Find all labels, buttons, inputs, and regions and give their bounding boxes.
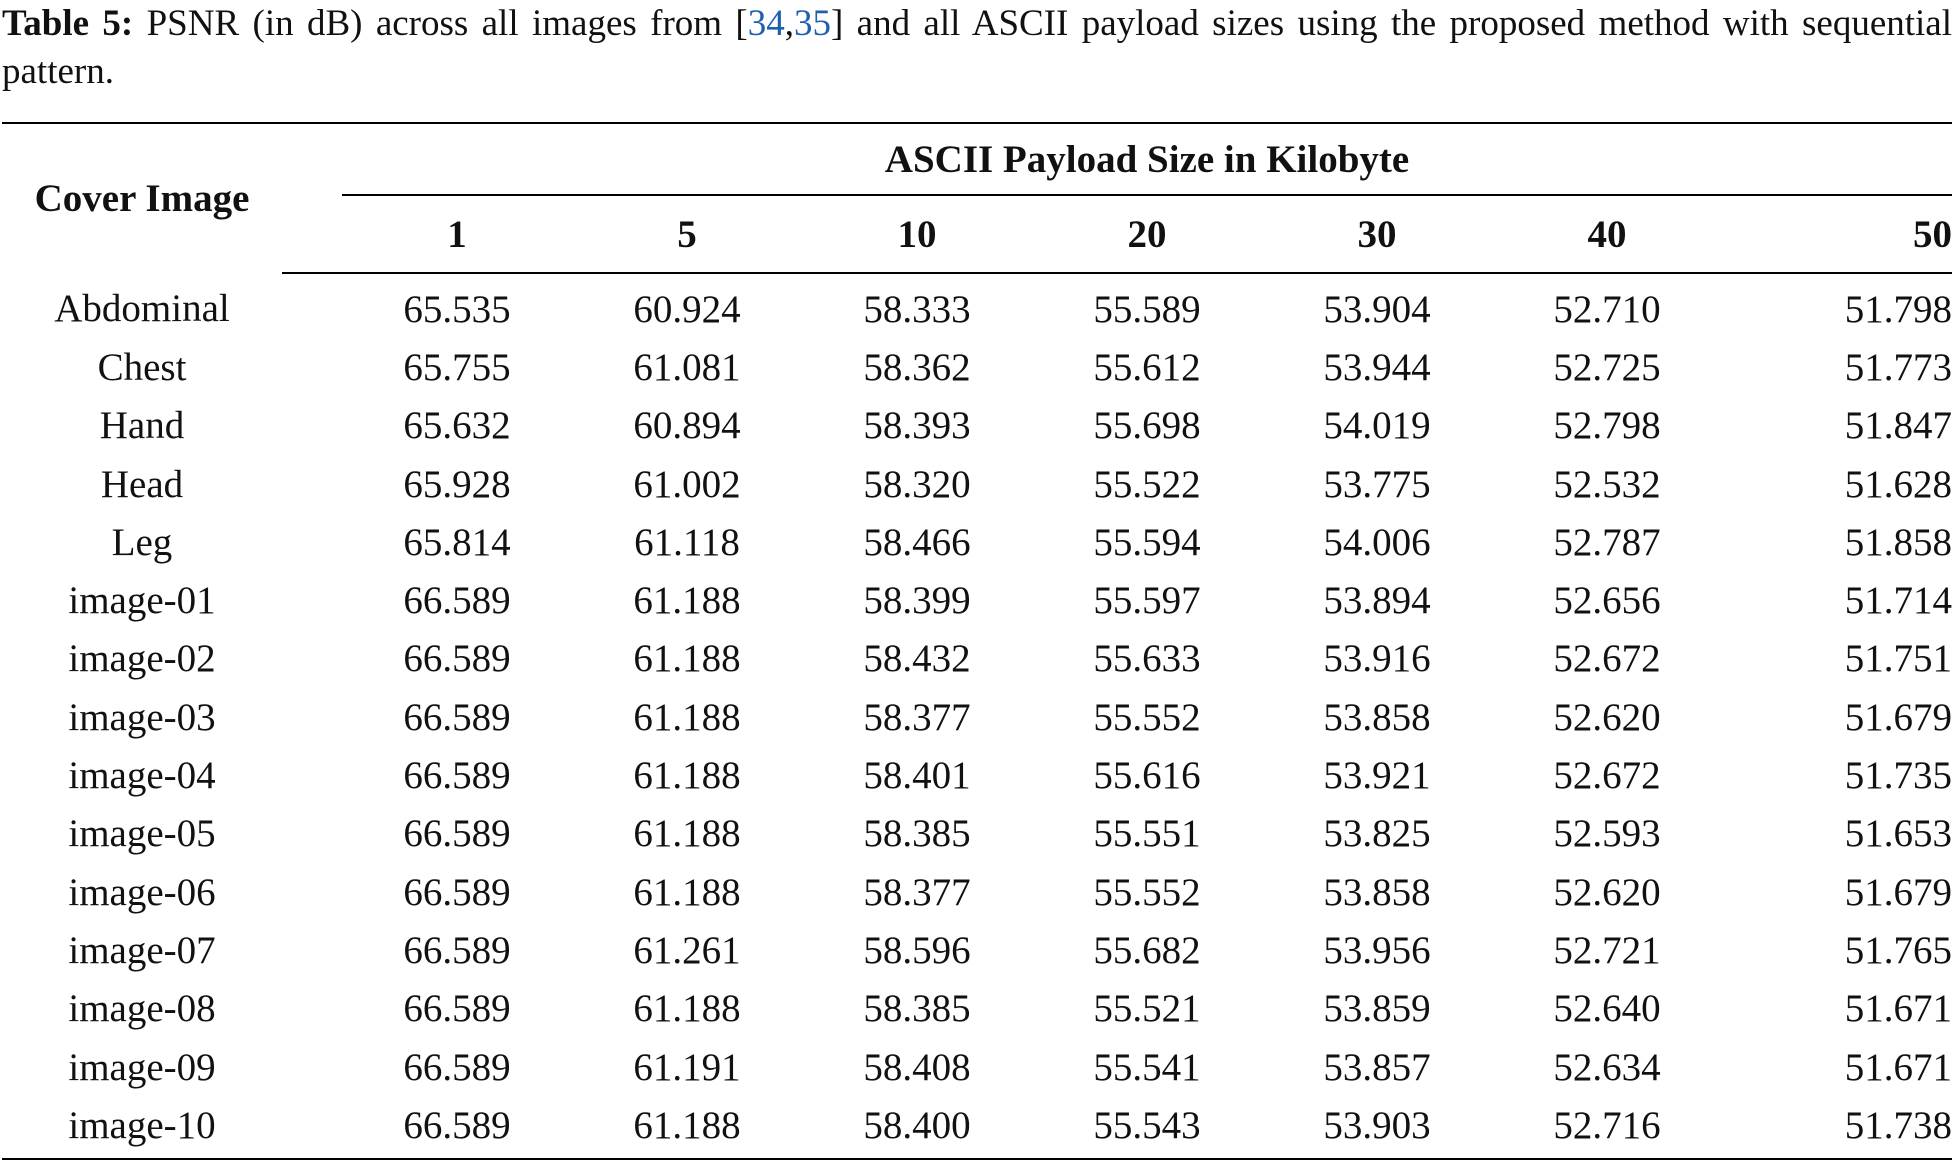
- row-spacer: [282, 1096, 342, 1159]
- psnr-value-cell: 58.393: [863, 404, 971, 448]
- psnr-value-cell: 58.362: [863, 345, 971, 389]
- cover-image-name: image-01: [68, 579, 216, 623]
- psnr-value-cell: 66.589: [403, 987, 511, 1031]
- psnr-value-cell: 55.682: [1093, 928, 1201, 972]
- psnr-value-cell: 54.019: [1323, 404, 1431, 448]
- psnr-value-cell: 53.859: [1323, 987, 1431, 1031]
- row-spacer: [282, 863, 342, 921]
- column-header: 5: [572, 195, 802, 273]
- psnr-value-cell: 51.679: [1844, 695, 1952, 739]
- cover-image-name: Hand: [99, 404, 185, 448]
- psnr-value-cell: 58.320: [863, 462, 971, 506]
- row-spacer: [282, 338, 342, 396]
- psnr-value-cell: 60.924: [633, 287, 741, 331]
- table-row: [2, 805, 1952, 863]
- table-row: [2, 980, 1952, 1038]
- row-spacer: [282, 455, 342, 513]
- cover-image-name: image-10: [68, 1103, 216, 1147]
- psnr-value-cell: 58.385: [863, 987, 971, 1031]
- psnr-value-cell: 51.765: [1844, 928, 1952, 972]
- column-header: 1: [342, 195, 572, 273]
- psnr-value-cell: 51.751: [1844, 637, 1952, 681]
- psnr-value-cell: 53.858: [1323, 695, 1431, 739]
- psnr-value-cell: 53.944: [1323, 345, 1431, 389]
- psnr-value-cell: 58.596: [863, 928, 971, 972]
- cover-image-name: image-05: [68, 812, 216, 856]
- caption-ref-separator: ,: [784, 3, 794, 44]
- psnr-value-cell: 53.956: [1323, 928, 1431, 972]
- psnr-value-cell: 51.714: [1844, 579, 1952, 623]
- psnr-value-cell: 65.535: [403, 287, 511, 331]
- cover-image-name: Head: [100, 462, 184, 506]
- psnr-value-cell: 61.118: [634, 520, 740, 564]
- psnr-value-cell: 61.188: [633, 870, 741, 914]
- psnr-value-cell: 51.847: [1844, 404, 1952, 448]
- table-row: [2, 397, 1952, 455]
- psnr-value-cell: 66.589: [403, 637, 511, 681]
- psnr-value-cell: 51.773: [1844, 345, 1952, 389]
- psnr-value-cell: 66.589: [403, 812, 511, 856]
- psnr-value-cell: 51.735: [1844, 754, 1952, 798]
- row-spacer: [282, 688, 342, 746]
- psnr-value-cell: 53.775: [1323, 462, 1431, 506]
- psnr-value-cell: 55.552: [1093, 870, 1201, 914]
- row-spacer: [282, 746, 342, 804]
- column-header: 20: [1032, 195, 1262, 273]
- psnr-value-cell: 52.656: [1553, 579, 1661, 623]
- row-spacer: [282, 805, 342, 863]
- psnr-value-cell: 53.894: [1323, 579, 1431, 623]
- row-spacer: [282, 1038, 342, 1096]
- psnr-value-cell: 55.543: [1093, 1103, 1201, 1147]
- psnr-value-cell: 52.640: [1553, 987, 1661, 1031]
- psnr-value-cell: 54.006: [1323, 520, 1431, 564]
- column-header: 30: [1262, 195, 1492, 273]
- psnr-value-cell: 58.408: [863, 1045, 971, 1089]
- psnr-value-cell: 52.672: [1553, 754, 1661, 798]
- psnr-value-cell: 61.188: [633, 695, 741, 739]
- psnr-value-cell: 51.738: [1844, 1103, 1952, 1147]
- psnr-value-cell: 53.903: [1323, 1103, 1431, 1147]
- caption-label: Table 5:: [2, 3, 134, 44]
- psnr-value-cell: 51.858: [1844, 520, 1952, 564]
- psnr-value-cell: 51.671: [1844, 1045, 1952, 1089]
- psnr-value-cell: 58.377: [863, 695, 971, 739]
- psnr-value-cell: 52.672: [1553, 637, 1661, 681]
- cover-image-name: image-09: [68, 1045, 216, 1089]
- column-header: 10: [802, 195, 1032, 273]
- psnr-value-cell: 52.725: [1553, 345, 1661, 389]
- psnr-value-cell: 61.188: [633, 1103, 741, 1147]
- psnr-value-cell: 58.333: [863, 287, 971, 331]
- psnr-value-cell: 61.081: [633, 345, 741, 389]
- cover-image-name: Leg: [111, 520, 173, 564]
- table-row: [2, 1038, 1952, 1096]
- psnr-value-cell: 52.710: [1553, 287, 1661, 331]
- psnr-value-cell: 53.921: [1323, 754, 1431, 798]
- column-header: 40: [1492, 195, 1722, 273]
- cover-image-name: image-04: [68, 754, 216, 798]
- psnr-value-cell: 55.594: [1093, 520, 1201, 564]
- table-row: [2, 571, 1952, 629]
- psnr-value-cell: 52.620: [1553, 695, 1661, 739]
- psnr-value-cell: 51.628: [1844, 462, 1952, 506]
- row-spacer: [282, 980, 342, 1038]
- table-body: [2, 273, 1952, 1159]
- table-row: [2, 863, 1952, 921]
- psnr-value-cell: 51.679: [1844, 870, 1952, 914]
- psnr-value-cell: 52.798: [1553, 404, 1661, 448]
- cover-image-name: Chest: [97, 345, 187, 389]
- psnr-value-cell: 52.634: [1553, 1045, 1661, 1089]
- row-spacer: [282, 397, 342, 455]
- psnr-value-cell: 58.400: [863, 1103, 971, 1147]
- caption-text-before: PSNR (in dB) across all images from [: [133, 3, 748, 44]
- cover-image-name: image-07: [68, 928, 216, 972]
- psnr-value-cell: 61.188: [633, 987, 741, 1031]
- psnr-value-cell: 52.593: [1553, 812, 1661, 856]
- table-caption: [2, 0, 1952, 96]
- table-row: [2, 513, 1952, 571]
- psnr-value-cell: 65.755: [403, 345, 511, 389]
- psnr-value-cell: 52.716: [1553, 1103, 1661, 1147]
- header-row-columns: [2, 195, 1952, 273]
- psnr-value-cell: 53.904: [1323, 287, 1431, 331]
- row-spacer: [282, 630, 342, 688]
- psnr-value-cell: 65.928: [403, 462, 511, 506]
- row-spacer: [282, 921, 342, 979]
- table-header: [2, 123, 1952, 273]
- psnr-value-cell: 61.188: [633, 579, 741, 623]
- psnr-table: [2, 122, 1952, 1160]
- cover-image-name: image-03: [68, 695, 216, 739]
- table-row: [2, 630, 1952, 688]
- header-spacer: [282, 123, 342, 195]
- table-row: [2, 455, 1952, 513]
- psnr-value-cell: 58.385: [863, 812, 971, 856]
- cover-image-header: Cover Image: [34, 177, 250, 220]
- psnr-value-cell: 55.612: [1093, 345, 1201, 389]
- psnr-value-cell: 66.589: [403, 1045, 511, 1089]
- psnr-value-cell: 55.541: [1093, 1045, 1201, 1089]
- psnr-value-cell: 65.632: [403, 404, 511, 448]
- row-spacer: [282, 273, 342, 338]
- row-spacer: [282, 571, 342, 629]
- psnr-value-cell: 52.532: [1553, 462, 1661, 506]
- table-row: [2, 1096, 1952, 1159]
- psnr-value-cell: 61.002: [633, 462, 741, 506]
- psnr-value-cell: 60.894: [633, 404, 741, 448]
- psnr-value-cell: 53.858: [1323, 870, 1431, 914]
- psnr-value-cell: 66.589: [403, 695, 511, 739]
- cover-image-name: Abdominal: [54, 287, 230, 331]
- psnr-value-cell: 53.916: [1323, 637, 1431, 681]
- psnr-value-cell: 55.521: [1093, 987, 1201, 1031]
- psnr-value-cell: 55.597: [1093, 579, 1201, 623]
- column-header: 50: [1722, 195, 1952, 273]
- psnr-value-cell: 55.551: [1093, 812, 1201, 856]
- psnr-value-cell: 58.401: [863, 754, 971, 798]
- header-row-group: [2, 123, 1952, 195]
- caption-text-after: ] and all ASCII payload sizes using the proposed method with sequential pattern.: [2, 3, 1953, 92]
- psnr-value-cell: 55.633: [1093, 637, 1201, 681]
- psnr-value-cell: 58.399: [863, 579, 971, 623]
- psnr-value-cell: 61.191: [633, 1045, 741, 1089]
- psnr-value-cell: 61.188: [633, 812, 741, 856]
- payload-size-group-header: ASCII Payload Size in Kilobyte: [342, 123, 1952, 195]
- psnr-value-cell: 58.377: [863, 870, 971, 914]
- table-row: [2, 921, 1952, 979]
- psnr-value-cell: 66.589: [403, 1103, 511, 1147]
- psnr-value-cell: 58.466: [863, 520, 971, 564]
- cover-image-name: image-06: [68, 870, 216, 914]
- psnr-value-cell: 52.787: [1553, 520, 1661, 564]
- psnr-value-cell: 66.589: [403, 579, 511, 623]
- psnr-value-cell: 53.825: [1323, 812, 1431, 856]
- cover-image-name: image-08: [68, 987, 216, 1031]
- psnr-value-cell: 55.589: [1093, 287, 1201, 331]
- psnr-value-cell: 61.261: [633, 928, 741, 972]
- psnr-value-cell: 55.616: [1093, 754, 1201, 798]
- psnr-value-cell: 61.188: [633, 754, 741, 798]
- cover-image-name: image-02: [68, 637, 216, 681]
- reference-link-34[interactable]: 34: [747, 3, 785, 44]
- header-spacer: [282, 195, 342, 273]
- psnr-value-cell: 66.589: [403, 870, 511, 914]
- psnr-value-cell: 61.188: [633, 637, 741, 681]
- psnr-value-cell: 65.814: [403, 520, 511, 564]
- psnr-value-cell: 51.798: [1844, 287, 1952, 331]
- psnr-value-cell: 55.552: [1093, 695, 1201, 739]
- psnr-value-cell: 52.620: [1553, 870, 1661, 914]
- psnr-value-cell: 53.857: [1323, 1045, 1431, 1089]
- reference-link-35[interactable]: 35: [793, 3, 831, 44]
- psnr-value-cell: 55.698: [1093, 404, 1201, 448]
- psnr-value-cell: 55.522: [1093, 462, 1201, 506]
- table-row: [2, 273, 1952, 338]
- psnr-value-cell: 66.589: [403, 754, 511, 798]
- psnr-value-cell: 66.589: [403, 928, 511, 972]
- table-row: [2, 338, 1952, 396]
- psnr-value-cell: 58.432: [863, 637, 971, 681]
- psnr-value-cell: 51.671: [1844, 987, 1952, 1031]
- row-spacer: [282, 513, 342, 571]
- table-row: [2, 688, 1952, 746]
- psnr-value-cell: 51.653: [1844, 812, 1952, 856]
- psnr-value-cell: 52.721: [1553, 928, 1661, 972]
- table-row: [2, 746, 1952, 804]
